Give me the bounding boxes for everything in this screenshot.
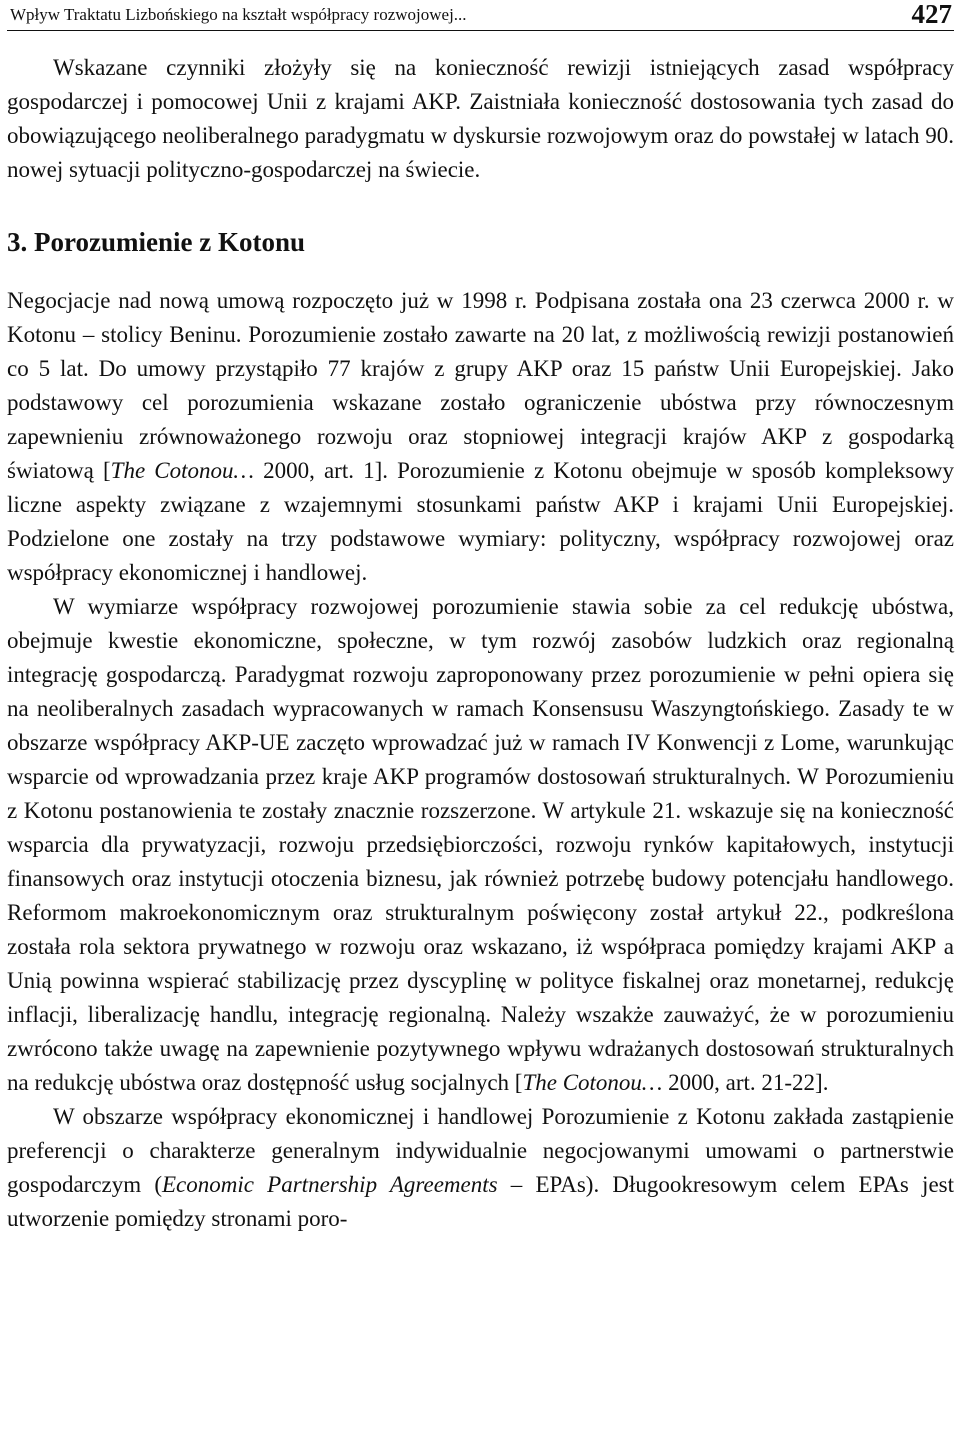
paragraph-3-text-b: 2000, art. 21-22]. (662, 1070, 829, 1095)
running-header (7, 0, 954, 31)
section-heading: 3. Porozumienie z Kotonu (7, 227, 305, 257)
paragraph-2-text-a: Negocjacje nad nową umową rozpoczęto już w 1998 r. Podpisana została ona 23 czerwca 2000 r. w Kotonu – stolicy Beninu. Porozumienie zostało zawarte na 20 lat, z możliwością rewizji postanowień co 5 lat. Do umowy przystąpiło 77 krajów z grupy AKP oraz 15 państw Unii Europejskiej. Jako podstawowy cel porozumienia wskazane zostało ograniczenie ubóstwa przy równoczesnym zapewnieniu zrównoważonego rozwoju oraz stopniowej integracji krajów AKP z gospodarką światową [ (7, 288, 954, 483)
paragraph-1: Wskazane czynniki złożyły się na konieczność rewizji istniejących zasad współpracy gospodarczej i pomocowej Unii z krajami AKP. Zaistniała konieczność dostosowania tych zasad do obowiązującego neoliberalnego paradygmatu w dyskursie rozwojowym oraz do powstałej w latach 90. nowej sytuacji polityczno-gospodarczej na świecie. (7, 55, 954, 182)
citation-title: The Cotonou… (110, 458, 254, 483)
running-title: Wpływ Traktatu Lizbońskiego na kształt współpracy rozwojowej... (10, 5, 467, 24)
body-text (7, 51, 954, 1236)
italic-term: Economic Partnership Agreements (162, 1172, 498, 1197)
paragraph-4-text-a: W obszarze współpracy ekonomicznej i handlowej Porozumienie z Kotonu zakłada zastąpienie preferencji o charakterze generalnym indywidualnie negocjowanymi umowami o partnerstwie gospodarczym ( (7, 1104, 954, 1197)
citation-title: The Cotonou… (522, 1070, 663, 1095)
paragraph-3 (7, 590, 954, 1100)
paragraph-4 (7, 1100, 954, 1236)
paragraph-2-text-b: 2000, art. 1]. Porozumienie z Kotonu obejmuje w sposób kompleksowy liczne aspekty związane z wzajemnymi stosunkami państw AKP i krajami Unii Europejskiej. Podzielone one zostały na trzy podstawowe wymiary: polityczny, współpracy rozwojowej oraz współpracy ekonomicznej i handlowej. (7, 458, 954, 585)
paragraph-3-text-a: W wymiarze współpracy rozwojowej porozumienie stawia sobie za cel redukcję ubóstwa, obejmuje kwestie ekonomiczne, społeczne, w tym rozwój zasobów ludzkich oraz regionalną integrację gospodarczą. Paradygmat rozwoju zaproponowany przez porozumienie w pełni opiera się na neoliberalnych zasadach wypracowanych w ramach Konsensusu Waszyngtońskiego. Zasady te w obszarze współpracy AKP-UE zaczęto wprowadzać już w ramach IV Konwencji z Lome, warunkując wsparcie od wprowadzania przez kraje AKP programów dostosowań strukturalnych. W Porozumieniu z Kotonu postanowienia te zostały znacznie rozszerzone. W artykule 21. wskazuje się na konieczność wsparcia dla prywatyzacji, rozwoju przedsiębiorczości, rozwoju rynków kapitałowych, instytucji finansowych oraz instytucji otoczenia biznesu, jak również potrzebę budowy potencjału handlowego. Reformom makroekonomicznym oraz strukturalnym poświęcony został artykuł 22., podkreślona została rola sektora prywatnego w rozwoju oraz wskazano, iż współpraca pomiędzy krajami AKP a Unią powinna wspierać stabilizację przez dyscyplinę w polityce fiskalnej oraz monetarnej, redukcję inflacji, liberalizację handlu, integrację regionalną. Należy wszakże zauważyć, że w porozumieniu zwrócono także uwagę na zapewnienie pozytywnego wpływu wdrażanych dostosowań strukturalnych na redukcję ubóstwa oraz dostępność usług socjalnych [ (7, 594, 954, 1095)
paragraph-2 (7, 284, 954, 590)
page-number: 427 (911, 0, 952, 29)
paragraph-4-text-b: – EPAs). Długookresowym celem EPAs jest utworzenie pomiędzy stronami poro- (7, 1172, 954, 1231)
